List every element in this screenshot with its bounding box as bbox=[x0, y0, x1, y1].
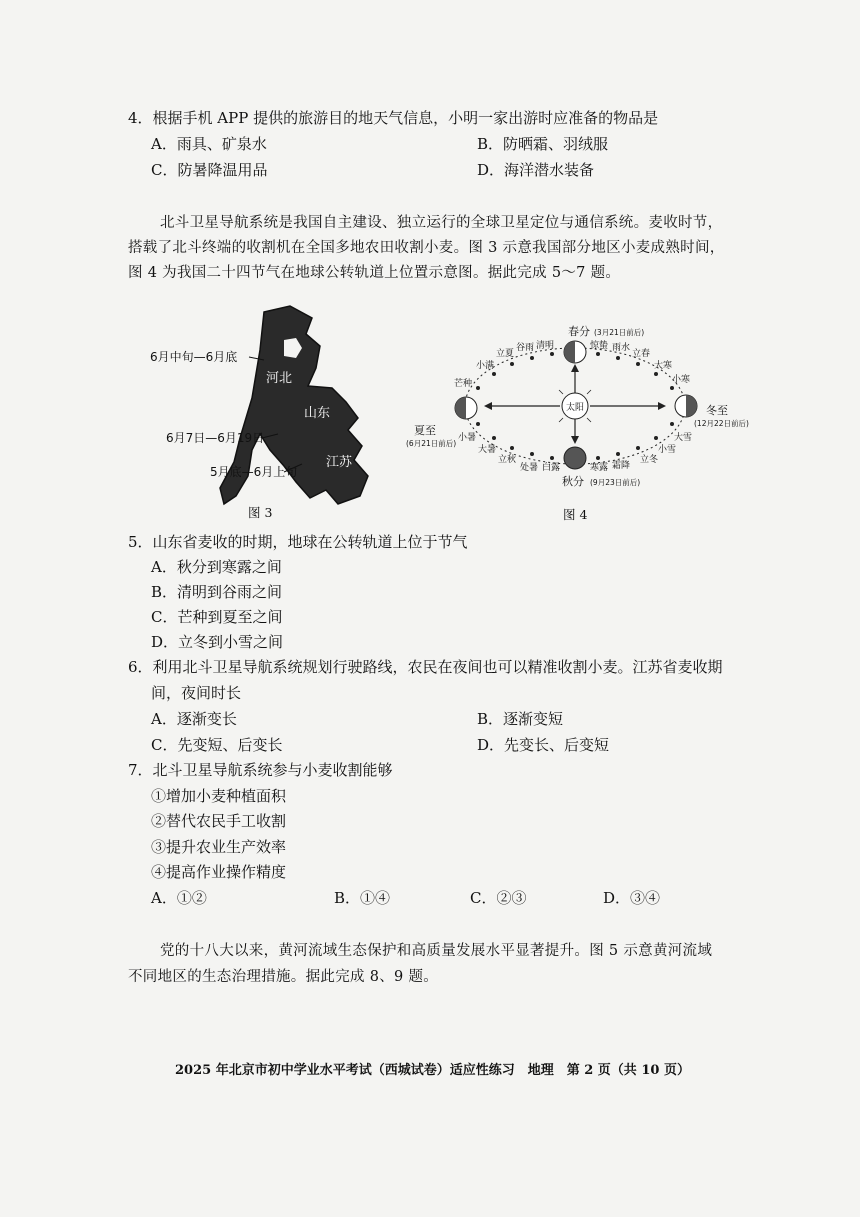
label-spring: 春分 bbox=[568, 325, 590, 338]
province-label-shandong: 山东 bbox=[304, 406, 331, 421]
term-jingzhe: 惊蛰 bbox=[590, 341, 609, 351]
earth-spring-icon bbox=[564, 341, 586, 363]
term-xiaohan: 小寒 bbox=[672, 375, 691, 385]
term-xiaoshu: 小暑 bbox=[458, 433, 477, 443]
q6-option-a: A．逐渐变长 bbox=[151, 710, 237, 728]
term-lichun: 立春 bbox=[632, 349, 651, 359]
date-autumn: (9月23日前后) bbox=[590, 478, 641, 487]
term-liqiu: 立秋 bbox=[498, 455, 517, 465]
q5-option-d: D．立冬到小雪之间 bbox=[151, 633, 284, 651]
term-mangzhong: 芒种 bbox=[454, 379, 473, 389]
q5-option-b: B．清明到谷雨之间 bbox=[151, 583, 283, 601]
q7-option-c: C．②③ bbox=[470, 889, 527, 907]
term-lixia: 立夏 bbox=[496, 349, 515, 359]
label-winter: 冬至 bbox=[706, 404, 728, 417]
q7-item-1: ①增加小麦种植面积 bbox=[151, 787, 287, 805]
date-summer: (6月21日前后) bbox=[406, 439, 457, 448]
term-bailu: 白露 bbox=[542, 463, 561, 473]
term-dashu: 大暑 bbox=[478, 445, 497, 455]
page-footer: 2025 年北京市初中学业水平考试（西城试卷）适应性练习 地理 第 2 页（共 10 页） bbox=[175, 1063, 690, 1078]
sun-label: 太阳 bbox=[566, 403, 585, 413]
q7-option-a: A．①② bbox=[151, 889, 207, 907]
earth-summer-icon bbox=[455, 397, 477, 419]
time-label-south: 5月底—6月上旬 bbox=[210, 465, 298, 479]
intro1-line3: 图 4 为我国二十四节气在地球公转轨道上位置示意图。据此完成 5～7 题。 bbox=[128, 265, 621, 281]
q5-option-a: A．秋分到寒露之间 bbox=[151, 558, 282, 576]
earth-autumn-icon bbox=[564, 447, 586, 469]
q6-option-c: C．先变短、后变长 bbox=[151, 736, 283, 754]
term-chushu: 处暑 bbox=[520, 463, 539, 473]
term-yushui: 雨水 bbox=[612, 343, 631, 353]
province-label-jiangsu: 江苏 bbox=[326, 455, 353, 470]
label-autumn: 秋分 bbox=[562, 475, 584, 488]
term-xiaoxue: 小雪 bbox=[658, 445, 677, 455]
term-shuangjiang: 霜降 bbox=[612, 461, 631, 471]
term-xiaoman: 小满 bbox=[476, 361, 495, 371]
q7-item-3: ③提升农业生产效率 bbox=[151, 838, 287, 856]
intro1-line1: 北斗卫星导航系统是我国自主建设、独立运行的全球卫星定位与通信系统。麦收时节， bbox=[160, 215, 723, 231]
intro2-line2: 不同地区的生态治理措施。据此完成 8、9 题。 bbox=[128, 969, 439, 985]
term-guyu: 谷雨 bbox=[516, 343, 535, 353]
date-winter: (12月22日前后) bbox=[694, 419, 749, 428]
q6-stem-line2: 间，夜间时长 bbox=[151, 684, 242, 702]
term-dahan: 大寒 bbox=[654, 361, 673, 371]
q7-item-4: ④提高作业操作精度 bbox=[151, 863, 287, 881]
q4-stem: 4．根据手机 APP 提供的旅游目的地天气信息，小明一家出游时应准备的物品是 bbox=[128, 109, 659, 127]
term-daxue: 大雪 bbox=[674, 433, 693, 443]
intro2-line1: 党的十八大以来，黄河流域生态保护和高质量发展水平显著提升。图 5 示意黄河流域 bbox=[160, 943, 713, 959]
time-label-mid: 6月7日—6月19日 bbox=[166, 431, 265, 445]
intro1-line2: 搭载了北斗终端的收割机在全国多地农田收割小麦。图 3 示意我国部分地区小麦成熟时间， bbox=[128, 240, 725, 256]
term-hanlu: 寒露 bbox=[590, 463, 609, 473]
figure3-caption: 图 3 bbox=[248, 505, 273, 520]
q7-stem: 7．北斗卫星导航系统参与小麦收割能够 bbox=[128, 761, 393, 779]
province-label-hebei: 河北 bbox=[266, 371, 293, 386]
q7-option-b: B．①④ bbox=[334, 889, 391, 907]
q6-option-d: D．先变长、后变短 bbox=[477, 736, 610, 754]
earth-winter-icon bbox=[675, 395, 697, 417]
term-lidong: 立冬 bbox=[640, 455, 659, 465]
date-spring: (3月21日前后) bbox=[594, 328, 645, 337]
time-label-north: 6月中旬—6月底 bbox=[150, 350, 238, 364]
q4-option-d: D．海洋潜水装备 bbox=[477, 161, 595, 179]
q4-option-b: B．防晒霜、羽绒服 bbox=[477, 135, 609, 153]
term-qingming: 清明 bbox=[536, 341, 555, 351]
figure4-caption: 图 4 bbox=[563, 507, 588, 522]
q5-option-c: C．芒种到夏至之间 bbox=[151, 608, 283, 626]
q4-option-a: A．雨具、矿泉水 bbox=[151, 135, 267, 153]
figure3-map bbox=[140, 300, 400, 522]
figure4-orbit bbox=[400, 318, 750, 494]
label-summer: 夏至 bbox=[414, 424, 436, 437]
q4-option-c: C．防暑降温用品 bbox=[151, 161, 268, 179]
q7-option-d: D．③④ bbox=[603, 889, 661, 907]
q6-stem-line1: 6．利用北斗卫星导航系统规划行驶路线，农民在夜间也可以精准收割小麦。江苏省麦收期 bbox=[128, 658, 723, 676]
q7-item-2: ②替代农民手工收割 bbox=[151, 812, 287, 830]
q6-option-b: B．逐渐变短 bbox=[477, 710, 564, 728]
q5-stem: 5．山东省麦收的时期，地球在公转轨道上位于节气 bbox=[128, 533, 468, 551]
